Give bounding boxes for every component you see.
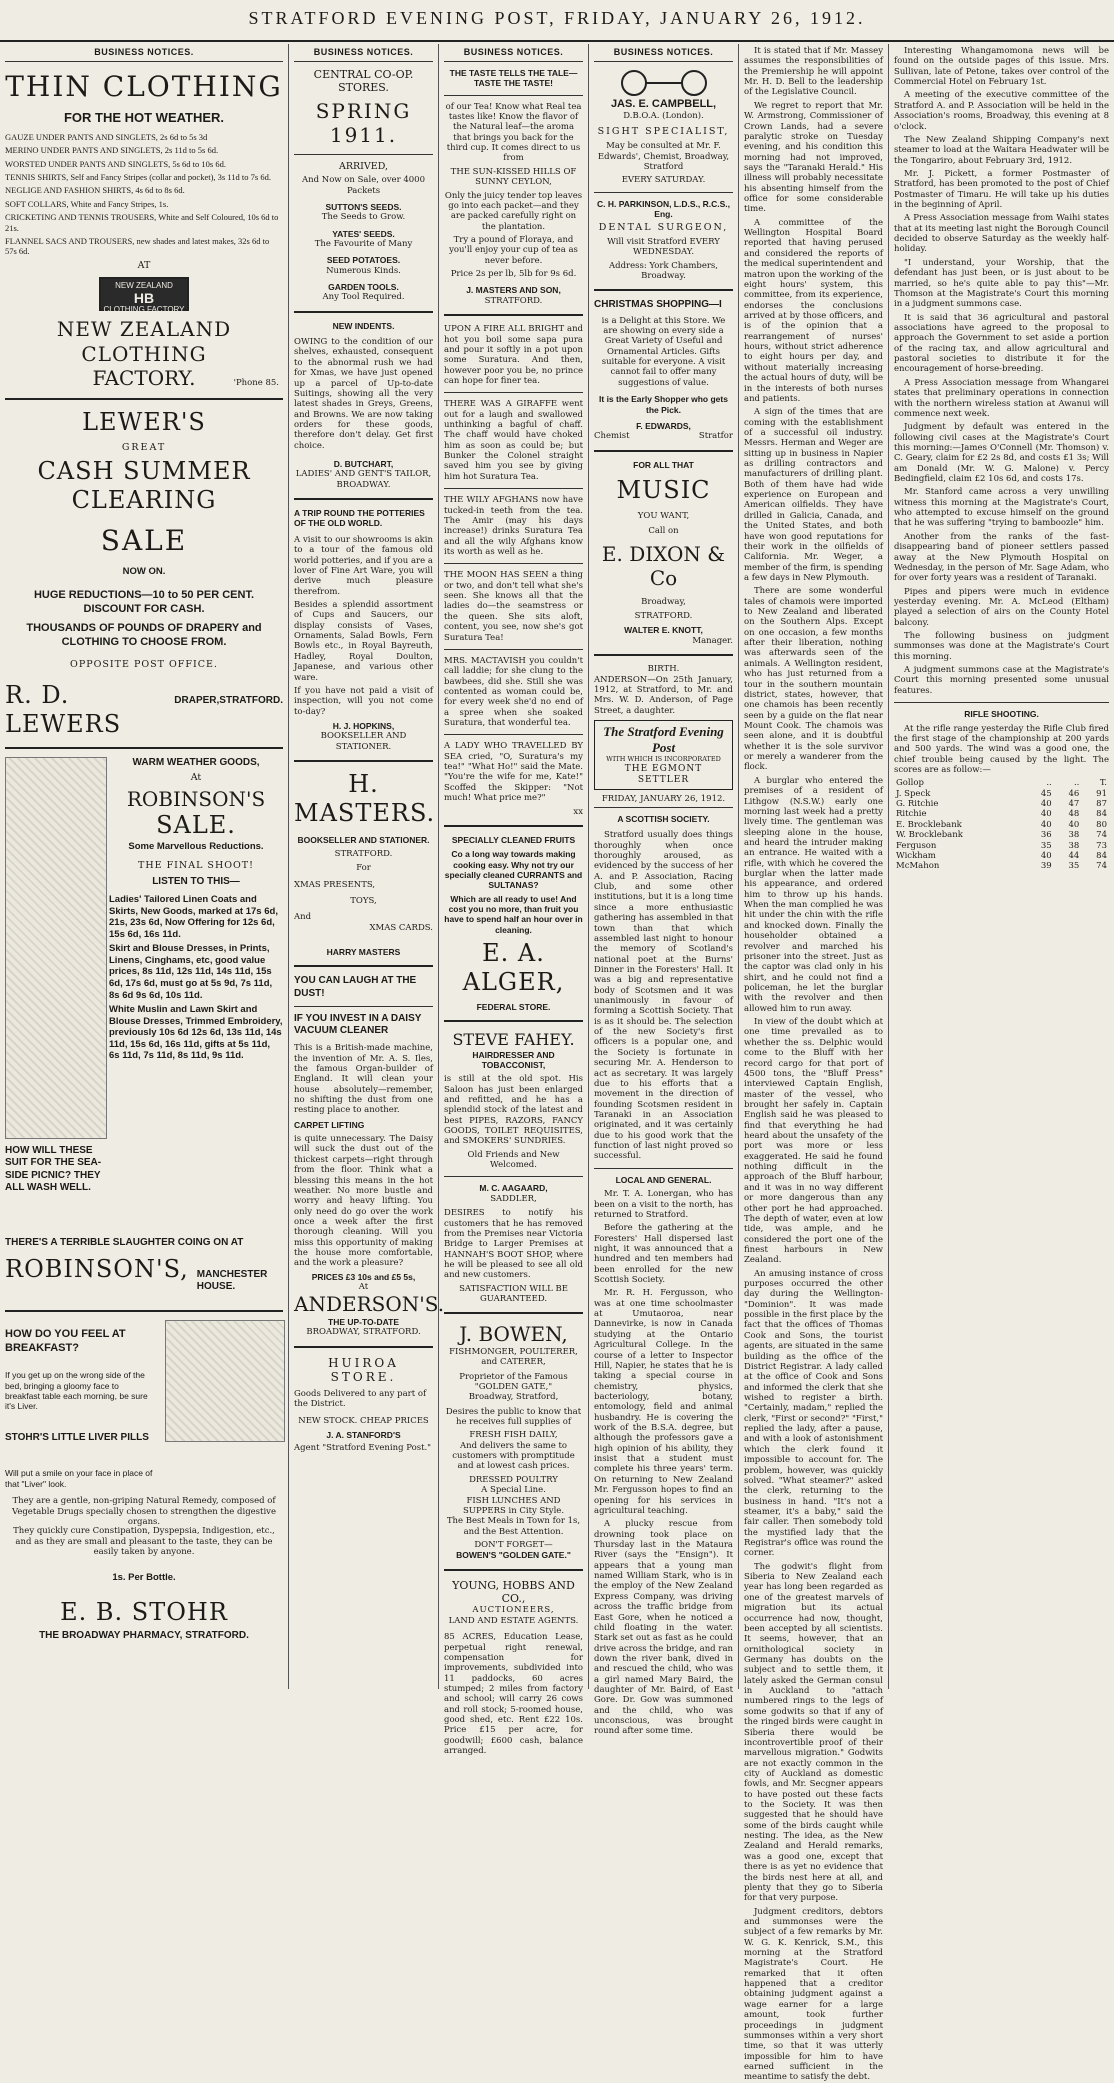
new-stock: NEW STOCK. CHEAP PRICES: [298, 1415, 429, 1426]
table-row: [894, 778, 1109, 788]
news-paragraph: The following business on judgment summonses was done at the Magistrate's Court this morning.: [894, 631, 1109, 662]
bowen-sub: FISHMONGER, POULTERER, and CATERER,: [449, 1346, 578, 1368]
lewers-now-on: NOW ON.: [122, 565, 166, 577]
dental-surgeon: DENTAL SURGEON,: [598, 222, 729, 234]
table-cell: Ferguson: [896, 840, 937, 851]
table-cell: W. Brocklebank: [896, 830, 963, 841]
anderson-sub: THE UP-TO-DATE: [328, 1316, 399, 1327]
news-paragraph: It is said that 36 agricultural and pastoral associations have agreed to the proposal to approach the Government to set aside a portion of the racing tax, and allow agricultural and pastoral societies to distribute it for the encouragement of horse-breeding.: [894, 312, 1109, 375]
central-coop: CENTRAL CO-OP. STORES.: [313, 67, 414, 95]
table-cell: 73: [1096, 840, 1107, 851]
table-cell: J. Speck: [896, 788, 931, 799]
fahey-paragraph: is still at the old spot. His Saloon has just been enlarged and refitted, and he has a splendid stock of the latest and best PIPES, RAZORS, FANCY GOODS, TOILET REQUISITES, and SMOKERS' SUNDRIES.: [444, 1074, 583, 1147]
luncheons: FISH LUNCHES AND SUPPERS in City Style.: [462, 1495, 565, 1516]
news-paragraph: Mr. Stanford came across a very unwilling witness this morning at the Magistrate's Court, who attempted to excuse himself on the ground that he was suffering "trying to bamboozle" him.: [894, 487, 1109, 529]
butchart: D. BUTCHART,: [333, 459, 394, 470]
table-cell: 40: [1040, 819, 1052, 830]
bowen-p2: And delivers the same to customers with promptitude and at lowest cash prices.: [452, 1440, 575, 1472]
stohr-ad: [5, 1320, 283, 1650]
news-paragraph: Another from the ranks of the fast-disappearing band of pioneer settlers passed away at the New Plymouth Hospital on Wednesday, in the person of Mr. Sage Adam, who for over forty years was a resident of Taranaki.: [894, 531, 1109, 584]
table-row: [894, 851, 1109, 861]
scottish-paragraph: Stratford usually does things thoroughly when once thoroughly aroused, as evidenced by the success of her A. and P. Association, Racing Club, and some other institutions, but it is a long time since a more enthusiastic gathering has assembled in that town than that which assembled last night to honour the memory of Scotland's national poet at the Burns' Dinner in the Foresters' Hall. It was a big and representative body of Scotsmen and it was unanimously in favour of forming a Scottish Society. That is as it should be. The selection of the new Society's first officers is a popular one, and the Society is fortunate in securing Mr. A. Henderson to act as secretary. It was largely due to his efforts that a movement in the direction of founding Scotsmen resident in Taranaki in an Association originated, and it was certainly due to his good work that the function of last night proved so successful.: [594, 830, 733, 1162]
alger-sub: FEDERAL STORE.: [476, 1001, 551, 1012]
tea-stratford: STRATFORD.: [484, 295, 543, 306]
special-p2: Which are all ready to use! And cost you no more, than fruit you have to spend half an hour over in cleaning.: [444, 893, 583, 935]
dixon: E. DIXON & Co: [601, 541, 726, 591]
list-item: FLANNEL SACS AND TROUSERS, new shades and latest makes, 32s 6d to 57s 6d.: [5, 235, 270, 257]
giraffe-verse: THERE WAS A GIRAFFE went out for a laugh and swallowed unthinking a bagful of chaff. The chaff would have choked him as soon as could be; but Bunker the Colonel straight saved him you see by giving him hot Suratura Tea.: [444, 399, 583, 482]
paper-name: The Stratford Evening Post: [603, 723, 724, 755]
mactavish-verse: MRS. MACTAVISH you couldn't call laddie; for she clung to the bawbees, did she. Still she was contented as woman could be, for every week she'd no end of a spree when she soaked Suratura, that wonderful tea.: [444, 655, 583, 729]
spring-1911: SPRING 1911.: [315, 98, 412, 148]
table-cell: 84: [1096, 809, 1107, 820]
table-row: [894, 830, 1109, 840]
column-heading: BUSINESS NOTICES.: [5, 44, 283, 62]
stohr-p2: Will put a smile on your face in place of that "Liver" look.: [5, 1468, 153, 1489]
afghans-verse: THE WILY AFGHANS now have tucked-in teeth from the tea. The Amir (may his days increase!) drinks Suratura Tea and all the wily Afghans know its worth as well as he.: [444, 495, 583, 557]
table-row: [894, 809, 1109, 819]
nz-factory: FACTORY.: [92, 365, 196, 390]
table-cell: 46: [1068, 788, 1080, 799]
table-cell: 47: [1068, 799, 1080, 810]
masters-name: H. MASTERS.: [294, 770, 436, 828]
carpet-lifting: CARPET LIFTING: [294, 1119, 365, 1130]
trip-heading: A TRIP ROUND THE POTTERIES OF THE OLD WORLD.: [294, 508, 425, 529]
rob-warm: WARM WEATHER GOODS,: [132, 757, 260, 769]
aagaard: M. C. AAGAARD,: [479, 1183, 548, 1194]
column-heading: BUSINESS NOTICES.: [294, 44, 433, 62]
masters-sub: BOOKSELLER AND STATIONER.: [297, 834, 430, 845]
lewers-great: GREAT: [121, 441, 167, 453]
table-row: [894, 789, 1109, 799]
table-cell: 40: [1068, 819, 1080, 830]
seeds-grow: The Seeds to Grow.: [321, 212, 406, 223]
satisfaction: SATISFACTION WILL BE GUARANTEED.: [459, 1283, 568, 1305]
logo-text: NEW ZEALAND: [115, 281, 173, 291]
table-cell: 74: [1096, 830, 1107, 841]
moon-verse: THE MOON HAS SEEN a thing or two, and don't tell what she's seen. She knows all that the ladies do—the seamstress or the queen. She sits aloft, content, you see, now she's got Suratura Tea!: [444, 570, 583, 643]
tea-heading: THE TASTE TELLS THE TALE— TASTE THE TASTE!: [449, 67, 578, 89]
parkinson: C. H. PARKINSON, L.D.S., R.C.S., Eng.: [596, 198, 731, 220]
nz-phone: 'Phone 85.: [233, 377, 279, 388]
news-paragraph: A Press Association message from Waihi states that at its meeting last night the Borough Council decided to observe Saturday as the weekly half-holiday.: [894, 213, 1109, 255]
for-all-that: FOR ALL THAT: [633, 459, 694, 470]
seed-potatoes: SEED POTATOES.: [326, 255, 401, 266]
table-cell: 38: [1068, 840, 1080, 851]
local-heading: LOCAL AND GENERAL.: [615, 1174, 712, 1185]
table-cell: G. Ritchie: [896, 799, 939, 810]
poultry: DRESSED POULTRY: [469, 1474, 558, 1485]
man-illustration: [165, 1320, 285, 1442]
table-cell: T.: [1099, 778, 1107, 789]
factory-logo: [99, 277, 189, 315]
new-indents: NEW INDENTS.: [332, 320, 395, 331]
table-cell: 48: [1068, 809, 1080, 820]
bowen-cafe: BOWEN'S "GOLDEN GATE.": [456, 1550, 571, 1561]
table-row: [894, 841, 1109, 851]
fire-verse: UPON A FIRE ALL BRIGHT and hot you boil some sapa pura and pour it softly in a pot upon some Suratura. And then, however poor you be, no prince can hope for finer tea.: [444, 324, 583, 386]
spectacles-icon: [604, 68, 724, 98]
huiroa-paragraph: Goods Delivered to any part of the District.: [294, 1388, 427, 1410]
chemist: Chemist: [594, 431, 630, 442]
table-cell: E. Brocklebank: [896, 819, 962, 830]
tea-p4: Try a pound of Floraya, and you'll enjoy your cup of tea as never before.: [449, 235, 578, 266]
suttons: SUTTON'S SEEDS.: [325, 201, 402, 212]
column-1: [0, 44, 288, 1689]
list-item: MERINO UNDER PANTS AND SINGLETS, 2s 11d to 5s 6d.: [5, 145, 219, 156]
masthead: STRATFORD EVENING POST, FRIDAY, JANUARY 26, 1912.: [0, 0, 1114, 42]
bowen-prop: Proprietor of the Famous: [459, 1371, 568, 1382]
news-paragraph: It is stated that if Mr. Massey assumes the responsibilities of the Premiership he will appoint Mr. H. D. Bell to the leadership of the Legislative Council.: [744, 46, 883, 98]
lewers-reductions: HUGE REDUCTIONS—10 to 50 PER CENT. DISCOUNT FOR CASH.: [33, 589, 255, 615]
column-4: [589, 44, 738, 1737]
news-paragraph: A committee of the Wellington Hospital Board reported that having perused and considered the reports of the medical superintendent and matron upon the working of the eight hours' system, this committee, from its experience, endorses the conclusions arrived at by those officers, and is of the opinion that a rearrangement of nurses' hours, without strict adherence to eight hours per day, and without materially increasing the actual hours of duty, will be in the interests of both nurses and patients.: [744, 217, 883, 404]
rob-listen: LISTEN TO THIS—: [152, 875, 240, 887]
news-paragraph: Judgment creditors, debtors and summonses were the subject of a few remarks by Mr. W. G. K. Kenrick, S.M., this morning at the Stratford Magistrate's Court. He remarked that it often happened that a creditor obtaining judgment against a wage earner for a large amount, took further proceedings in judgment summonses within a very short time, so that it was utterly impossible for him to have earned sufficient in the meantime to satisfy the debt.: [744, 1906, 883, 2083]
bowen-p1: Desires the public to know that he receives full supplies of: [445, 1406, 582, 1427]
huiroa: HUIROA STORE.: [328, 1355, 399, 1385]
news-paragraph: Mr. J. Pickett, a former Postmaster of Stratford, has been promoted to the post of Chief Postmaster of Timaru. He will take up his duties in the beginning of April.: [894, 168, 1109, 211]
lady-mark: xx: [573, 806, 583, 817]
logo-text: HB: [133, 290, 155, 307]
xmas-cards: XMAS CARDS.: [369, 922, 433, 933]
rob-footer: ROBINSON'S,: [5, 1255, 189, 1284]
hopkins: H. J. HOPKINS,: [332, 720, 395, 731]
tea-p1: of our Tea! Know what Real tea tastes like! Know the flavor of the Natural leaf—the aroma that brings you back for the third cup. It comes direct to us from: [445, 101, 582, 164]
news-paragraph: There are some wonderful tales of chamois were imported to New Zealand and liberated on the Southern Alps. Except on one occasion, a few months after their liberation, nothing was afterwards seen of the animals. A Wellington resident, who has just returned from a tour in the southern mountain district, states, however, that one chamois has been recently seen by a guide on the flat near Mount Cook. The chamois was seen alone, and it is doubtful whether it is the sole survivor or merely a wanderer from the flock.: [744, 586, 883, 773]
trip-p3: If you have not paid a visit of inspection, will you not come to-day?: [294, 685, 433, 717]
stohr-title: STOHR'S LITTLE LIVER PILLS: [5, 1432, 149, 1444]
invest-paragraph: This is a British-made machine, the invention of Mr. A. S. Iles, the famous Organ-builder of England. It will clean your house absolutely—remember, no shifting the dust from one resting place to another.: [294, 1043, 433, 1116]
rob-at: At: [190, 772, 202, 784]
logo-text: CLOTHING FACTORY: [103, 305, 185, 315]
paper-date: FRIDAY, JANUARY 26, 1912.: [594, 794, 733, 808]
special-line: A Special Line.: [481, 1485, 546, 1496]
fahey-sub: HAIRDRESSER AND TOBACCONIST,: [472, 1049, 555, 1070]
rob-slaughter: THERE'S A TERRIBLE SLAUGHTER COING ON AT: [5, 1237, 244, 1249]
stohr-p3: They are a gentle, non-griping Natural Remedy, composed of Vegetable Drugs specially chosen to strengthen the digestive organs.: [11, 1496, 277, 1527]
lewers-sig: R. D. LEWERS: [5, 680, 122, 738]
christmas-shopping: CHRISTMAS SHOPPING—I: [594, 299, 722, 311]
rob-how: HOW WILL THESE SUIT FOR THE SEA-SIDE PICNIC? THEY ALL WASH WELL.: [5, 1145, 102, 1193]
aagaard-paragraph: DESIRES to notify his customers that he has removed from the Premises near Victoria Bridge to Larger Premises at HANNAH'S BOOT SHOP, where he will be pleased to see all old and new customers.: [444, 1208, 583, 1281]
news-paragraph: Pipes and pipers were much in evidence yesterday evening. Mr. A. McLeod (Eltham) played a selection of airs on the County Hotel balcony.: [894, 586, 1109, 628]
meals: The Best Meals in Town for 1s, and the Best Attention.: [446, 1516, 581, 1537]
stohr-pharmacy: THE BROADWAY PHARMACY, STRATFORD.: [39, 1630, 249, 1642]
stohr-p1: If you get up on the wrong side of the bed, bringing a gloomy face to breakfast table each morning, be sure it's Liver.: [5, 1370, 148, 1412]
rob-reductions: Some Marvellous Reductions.: [128, 840, 264, 852]
invest: IF YOU INVEST IN A DAISY VACUUM CLEANER: [294, 1012, 422, 1036]
thin-clothing-title: THIN CLOTHING: [5, 69, 283, 103]
list-item: SOFT COLLARS, White and Fancy Stripes, 1s.: [5, 198, 169, 209]
table-cell: ..: [1073, 778, 1080, 789]
table-row: [894, 861, 1109, 871]
news-paragraph: In view of the doubt which at one time prevailed as to whether the ss. Delphic would come to the Bluff with her record cargo for that port of 4500 tons, the "Bluff Press" interviewed Captain English, master of the vessel, who brought her safely in. Captain English said he was pleased to find that everything he had heard about the unsafety of the port was more or less exaggerated. He said he found nothing difficult in the approach of the Bluff harbour, and it was in no way different or more dangerous than any other port he had approached. The depth of water, even at low tide, was ample, and he considered the port one of the finest harbours in New Zealand.: [744, 1017, 883, 1266]
masters-stratford: STRATFORD.: [334, 848, 393, 859]
manager: Manager.: [692, 635, 733, 646]
stohr-p4: They quickly cure Constipation, Dyspepsia, Indigestion, etc., and as they are small and pleasant to the taste, they can be easily taken by anyone.: [13, 1526, 275, 1557]
table-cell: 44: [1068, 850, 1080, 861]
tea-price: Price 2s per lb, 5lb for 9s 6d.: [450, 269, 577, 280]
column-heading: BUSINESS NOTICES.: [444, 44, 583, 62]
score-table: [894, 778, 1109, 871]
butchart-sub: LADIES' AND GENT'S TAILOR,: [295, 469, 432, 480]
news-paragraph: We regret to report that Mr. W. Armstrong, Commissioner of Crown Lands, had a severe paralytic stroke on Tuesday evening, and his condition this morning had not improved, says the "Taranaki Herald." His illness will probably necessitate his absenting himself from the office for some considerable time.: [744, 100, 883, 215]
table-cell: Gollop: [896, 778, 924, 789]
stanford: J. A. STANFORD'S: [326, 1429, 401, 1440]
at: At: [358, 1282, 369, 1293]
table-cell: 40: [1040, 799, 1052, 810]
owing-paragraph: OWING to the condition of our shelves, exhausted, consequent to the abnormal rush we had for Xmas, we have just opened up a parcel of Up-to-date Suitings, showing all the very latest shades in Greys, Greens, and Browns. We are now taking orders for these goods, therefore don't delay. Get first choice.: [294, 337, 433, 451]
news-paragraph: A Press Association message from Whangarei states that preliminary operations in connection with the northern wireless station at Awanui will commence next week.: [894, 377, 1109, 419]
lewers-thousands: THOUSANDS OF POUNDS OF DRAPERY and CLOTHING TO CHOOSE FROM.: [26, 622, 262, 648]
saddler: SADDLER,: [490, 1193, 537, 1204]
robinsons-text: [109, 757, 283, 1065]
paper-nameplate: [594, 720, 733, 790]
for: For: [356, 863, 371, 874]
trip-p1: A visit to our showrooms is akin to a tour of the famous old world potteries, and if you are a lover of Fine Art Ware, you will derive much pleasure therefrom.: [294, 534, 433, 597]
local-paragraph: Mr. T. A. Lonergan, who has been on a visit to the north, has returned to Stratford.: [594, 1189, 733, 1220]
dixon-stratford: STRATFORD.: [634, 611, 693, 622]
table-cell: 39: [1040, 861, 1052, 872]
harry-masters: HARRY MASTERS: [326, 947, 401, 958]
table-cell: 74: [1096, 861, 1107, 872]
address: Address: York Chambers, Broadway.: [608, 260, 718, 282]
stratford-abbr: Stratfor: [698, 431, 733, 442]
rob-paragraph: Ladies' Tailored Linen Coats and Skirts, New Goods, marked at 17s 6d, 21s, 23s 6d, Now Offering for 12s 6d, 15s 6d, 16s 11d.: [109, 893, 278, 940]
table-cell: 45: [1040, 788, 1052, 799]
local-paragraph: Before the gathering at the Foresters' Hall dispersed last night, it was announced that a hundred and ten members had been enrolled for the new Scottish Society.: [594, 1223, 733, 1286]
egmont-settler: THE EGMONT SETTLER: [624, 763, 703, 785]
fahey: STEVE FAHEY.: [452, 1030, 575, 1050]
garden-tools: GARDEN TOOLS.: [328, 282, 399, 293]
column-heading: BUSINESS NOTICES.: [594, 44, 733, 62]
hopkins-sub: BOOKSELLER AND STATIONER.: [320, 731, 407, 752]
table-cell: McMahon: [896, 861, 940, 872]
news-paragraph: A judgment summons case at the Magistrate's Court this morning presented some unusual features.: [894, 665, 1109, 696]
rob-sale: SALE.: [156, 811, 236, 840]
table-cell: 40: [1040, 809, 1052, 820]
table-cell: 35: [1040, 840, 1052, 851]
forget: DON'T FORGET—: [474, 1539, 553, 1550]
prices: PRICES £3 10s and £5 5s,: [311, 1271, 416, 1282]
list-item: WORSTED UNDER PANTS AND SINGLETS, 5s 6d to 10s 6d.: [5, 158, 226, 169]
on-sale: And Now on Sale, over 4000 Packets: [302, 175, 425, 196]
lewers-clearing: CASH SUMMER CLEARING: [37, 457, 251, 515]
news-paragraph: The godwit's flight from Siberia to New Zealand each year has long been regarded as one of the greatest marvels of migration but its actual occurrence had now, thought, been accepted by all scientists. It seems, however, that an ornithological society in Germany has doubts on the subject and to settle them, it lately asked the German consul in Auckland to "attach numbered rings to the legs of some godwits so that if any of the ringed birds were caught in Siberia there would be incontrovertible proof of their marvellous migration." Godwits are not exactly common in the city of Auckland as domestic fowls, and Mr. Secgner appears to have posted out these facts to the Society. It was then suggested that he should have some of the birds caught while nesting. The idea, as the New Zealand and Herald remarks, was a good one, except that there is as yet no evidence that the birds nest here at all, and plenty that they go to Siberia for that very purpose.: [744, 1561, 883, 1904]
numerous: Numerous Kinds.: [326, 265, 401, 276]
knott: WALTER E. KNOTT,: [624, 625, 703, 636]
stohr-how: HOW DO YOU FEEL AT BREAKFAST?: [5, 1328, 126, 1354]
thin-at: AT: [137, 259, 151, 271]
you-want: YOU WANT,: [637, 511, 690, 522]
every-saturday: EVERY SATURDAY.: [621, 175, 706, 186]
scottish-heading: A SCOTTISH SOCIETY.: [617, 813, 710, 824]
rob-footer-line: [5, 1255, 283, 1293]
rob-final: THE FINAL SHOOT!: [138, 860, 254, 872]
bowen: J. BOWEN,: [459, 1322, 568, 1347]
sight-specialist: SIGHT SPECIALIST,: [597, 125, 730, 137]
column-2: [289, 44, 445, 1689]
yates: YATES' SEEDS.: [332, 228, 395, 239]
arrived: ARRIVED,: [338, 160, 388, 172]
table-cell: ..: [1046, 778, 1052, 789]
broadway: BROADWAY.: [336, 479, 391, 490]
land-agents: LAND AND ESTATE AGENTS.: [448, 1615, 579, 1626]
bowen-address: Broadway, Stratford,: [468, 1392, 559, 1403]
anderson: ANDERSON'S.: [294, 1292, 445, 1317]
edwards-line: [594, 431, 733, 441]
rob-house: MANCHESTER HOUSE.: [196, 1269, 268, 1293]
rifle-paragraph: At the rifle range yesterday the Rifle Club fired the first stage of the championship at 200 yards and 500 yards. The wind was a good one, the chief trouble being caused by the light. The scores are as follow:—: [894, 723, 1109, 775]
nz-clothing-name: NEW ZEALAND CLOTHING: [56, 317, 232, 366]
tea-p3: Only the juicy tender top leaves go into each packet—and they are packed carefully right on the plantation.: [444, 190, 583, 232]
favourite: The Favourite of Many: [314, 238, 413, 249]
table-cell: 87: [1096, 799, 1107, 810]
birth-heading: BIRTH.: [647, 664, 680, 675]
anderson-stratford: BROADWAY, STRATFORD.: [306, 1327, 421, 1338]
acres-paragraph: 85 ACRES, Education Lease, perpetual right renewal, compensation for improvements, subdivided into 11 paddocks, 60 acres stumped; 2 miles from factory and school; will carry 26 cows and roll stock; 5-roomed house, good shed, etc. Rent £22 10s. Price £15 per acre, for goodwill; £600 cash, balance arranged.: [444, 1632, 583, 1757]
tea-p2: THE SUN-KISSED HILLS OF SUNNY CEYLON,: [450, 166, 577, 188]
news-paragraph: "I understand, your Worship, that the defendant has just been, or is just about to be married, so he's quite able to pay this"—Mr. Thomson at the Magistrate's Court this morning in a judgment summons case.: [894, 257, 1109, 310]
early-shopper: It is the Early Shopper who gets the Pick.: [599, 394, 728, 415]
list-item: GAUZE UNDER PANTS AND SINGLETS, 2s 6d to 5s 3d: [5, 131, 208, 142]
column-5: [739, 44, 888, 2083]
table-cell: 84: [1096, 850, 1107, 861]
fresh-fish: FRESH FISH DAILY,: [469, 1430, 558, 1441]
news-paragraph: A meeting of the executive committee of the Stratford A. and P. Association will be held in the Association's rooms, Broadway, this evening at 8 o'clock.: [894, 90, 1109, 132]
thin-clothing-list: [5, 132, 283, 257]
music: MUSIC: [616, 475, 711, 504]
table-row: [894, 799, 1109, 809]
any-tool: Any Tool Required.: [322, 292, 405, 303]
lady-verse: A LADY WHO TRAVELLED BY SEA cried, "O, Suratura's my tea!" "What Ho!" said the Mate. "You're the wife for me, Kate!" Scoffed the Skipper: "Not much! What price me?": [444, 741, 583, 804]
edwards: F. EDWARDS,: [636, 420, 691, 431]
local-paragraph: Mr. R. H. Fergusson, who was at one time schoolmaster at Umutaoroa, near Dannevirke, is now in Canada studying at the Ontario Agricultural College. In the course of a letter to Inspector Hill, Napier, he states that he is taking a special course in chemistry, physics, bacteriology, botany, entomology, field and animal husbandry. He is covering the work of the B.S.A. degree, but although the professors gave a high opinion of his ability, they insist that a student must complete his three years' term. On returning to New Zealand Mr. Fergusson hopes to find an opening for his services in agricultural teaching.: [594, 1288, 733, 1516]
list-item: CRICKETING AND TENNIS TROUSERS, White and Self Coloured, 10s 6d to 21s.: [5, 212, 279, 233]
list-item: TENNIS SHIRTS, Self and Fancy Stripes (collar and pocket), 3s 11d to 7s 6d.: [5, 172, 271, 183]
rifle-heading: RIFLE SHOOTING.: [964, 709, 1039, 720]
table-cell: Wickham: [896, 850, 936, 861]
column-3: [439, 44, 588, 1757]
toys: TOYS,: [350, 896, 377, 906]
news-paragraph: Judgment by default was entered in the following civil cases at the Magistrate's Court this morning:—James O'Connell (Mr. Thomson) v. C. Geary, claim for £2 2s 8d, and costs £1 3s; Will am Donald (Mr. W. G. Malone) v. Percy Bedingfield, claim £2 10s 6d, and costs 17s.: [894, 422, 1109, 485]
incorporated: WITH WHICH IS INCORPORATED: [606, 754, 721, 763]
table-cell: 91: [1096, 788, 1107, 799]
lady-illustration: [5, 757, 107, 1139]
stohr-price: 1s. Per Bottle.: [112, 1572, 176, 1584]
dental-paragraph: Will visit Stratford EVERY WEDNESDAY.: [607, 237, 720, 258]
lewers-opposite: OPPOSITE POST OFFICE.: [70, 659, 218, 671]
table-cell: 80: [1096, 819, 1107, 830]
golden-gate: "GOLDEN GATE,": [474, 1381, 553, 1392]
news-paragraph: The New Zealand Shipping Company's next steamer to load at the Waitara Headwater will be the Tongariro, about February 3rd, 1912.: [894, 134, 1109, 166]
campbell-degree: D.B.O.A. (London).: [623, 111, 704, 122]
lewers-signature: [5, 681, 283, 740]
christmas-paragraph: is a Delight at this Store. We are showing on every side a Great Variety of Useful and Ornamental Articles. Gifts suitable for everyone. A visit cannot fail to offer many suggestions of value.: [601, 315, 726, 388]
campbell-paragraph: May be consulted at Mr. F. Edwards', Chemist, Broadway, Stratford: [597, 141, 730, 173]
news-paragraph: A burglar who entered the premises of a resident of Lithgow (N.S.W.) early one morning last week had a pretty lively time. The gentleman was sleeping alone in the house, and heard the intruder making an entrance. He waited with a rifle, with which he covered the burglar when the latter made his appearance, and ordered him to throw up his hands. When the man complied he was hit under the chin with the rifle and knocked down. Finally the householder obtained a revolver and marched his prisoner into the street. Just as the captor was clad only in his shirt, and he could not find a policeman, he let the burglar with the revolver and then allowed him to run away.: [744, 775, 883, 1014]
masters-son: J. MASTERS AND SON,: [466, 285, 561, 296]
news-paragraph: Interesting Whangamomona news will be found on the outside pages of this issue. Mrs. Sullivan, late of Petone, takes over control of the Commercial Hotel on February 1st.: [894, 46, 1109, 88]
auctioneers: AUCTIONEERS,: [472, 1605, 555, 1616]
column-6: [889, 44, 1114, 1689]
stohr-sig: E. B. STOHR: [60, 1598, 228, 1627]
lewers-stratford: STRATFORD.: [219, 694, 283, 706]
lewers-name: LEWER'S: [82, 408, 206, 437]
table-cell: 35: [1068, 861, 1080, 872]
alger: E. A. ALGER,: [462, 939, 565, 997]
and: And: [294, 912, 312, 923]
thin-clothing-subtitle: FOR THE HOT WEATHER.: [63, 110, 225, 126]
news-paragraph: An amusing instance of cross purposes occurred the other day during the Wellington-"Dominion". It was made possible in the first place by the fact that the offices of Thomas Cook and Sons, the tourist agents, are situated in the same building as the office of the District Registrar. A lady called at the office of Cook and Sons and informed the clerk that she wished to register a birth. "Certainly, madam," replied the clerk, "First or second?" "First," replied the lady, after a pause, and with a look of astonishment which the clerk found it impossible to account for. The problem, however, was quickly solved. "What steamer?" asked the clerk, returning to the business in hand. "It's not a steamer, it's a baby," said the fair caller. Then somebody told the mystified lady that the Registrar's office was round the corner.: [744, 1268, 883, 1559]
xmas-presents: XMAS PRESENTS,: [294, 879, 376, 890]
rob-name: ROBINSON'S: [126, 786, 266, 811]
lewers-sale: SALE: [100, 523, 188, 557]
campbell: JAS. E. CAMPBELL,: [610, 97, 717, 110]
birth-paragraph: ANDERSON—On 25th January, 1912, at Stratford, to Mr. and Mrs. W. D. Anderson, of Page Street, a daughter.: [594, 674, 733, 716]
rob-paragraph: White Muslin and Lawn Skirt and Blouse Dresses, Trimmed Embroidery, previously 10s 6d 12s 6d, 13s 11d, 14s 11d, 15s 6d, 16s 11d, gifts at 5s 11d, 6s 11d, 7s 11d, 8s 11d, 9s 11d.: [109, 1004, 283, 1062]
rob-paragraph: Skirt and Blouse Dresses, in Prints, Linens, Cinghams, etc, good value prices, 8s 11d, 12s 11d, 14s 11d, 15s 6d, 17s 6d, must go at 5s 9d, 7s 11d, 8s 6d 9s 6d, 10s 11d.: [109, 943, 273, 1001]
laugh: YOU CAN LAUGH AT THE DUST!: [294, 975, 417, 999]
young-hobbs: YOUNG, HOBBS AND CO.,: [452, 1578, 575, 1606]
table-cell: 40: [1040, 850, 1052, 861]
call-on: Call on: [648, 525, 679, 536]
special-fruits: SPECIALLY CLEANED FRUITS: [451, 834, 576, 845]
list-item: NEGLIGE AND FASHION SHIRTS, 4s 6d to 8s 6d.: [5, 185, 185, 196]
agent: Agent "Stratford Evening Post.": [294, 1443, 432, 1454]
trip-p2: Besides a splendid assortment of Cups and Saucers, our display consists of Vases, Ornaments, Salad Bowls, Fern Bowls etc., in Royal Bayreuth, Hadley, Royal Doulton, Japanese, and various other ware.: [294, 600, 433, 683]
table-cell: Ritchie: [896, 809, 927, 820]
news-paragraph: A sign of the times that are coming with the establishment of a successful oil industry. Messrs. Herman and Weger are sitting up in business in Napier as drilling contractors and manufacturers of drilling plant. Both of them have had wide experience on European and American oilfields. They have drilled in Galicia, Canada, and the United States, and both have won good reputations for their work in the oilfields of California. Mr. Weger, a member of the firm, is spending a few days in New Plymouth.: [744, 407, 883, 583]
table-cell: 38: [1068, 830, 1080, 841]
lewers-draper: DRAPER,: [174, 694, 220, 706]
dixon-address: Broadway,: [641, 596, 686, 607]
local-paragraph: A plucky rescue from drowning took place on Thursday last in the Mataura River (says the "Ensign"). It appears that a young man named William Stark, who is in the employ of the New Zealand Express Company, was driving across the traffic bridge from East Gore, when he noticed a child floating in the water. Stark set out as fast as he could drive across the bridge, and ran down the river bank, dived in and rescued the child, who was a girl named Mary Baird, the daughter of Mr. Baird, of East Gore. Dr. Gow was summoned and the child, who was unconscious, was brought round after some time.: [594, 1519, 733, 1737]
table-row: [894, 820, 1109, 830]
carpet-paragraph: is quite unnecessary. The Daisy will suck the dust out of the thickest carpets—right through from the floor. Think what a blessing this means in the hot weather. No more bustle and worry and heavy lifting. You only need do go over the work once a week after the first thorough cleaning. Will you miss this opportunity of making the house more comfortable, and the work a pleasure?: [294, 1134, 433, 1269]
fahey-old: Old Friends and New Welcomed.: [467, 1149, 560, 1171]
robinsons-ad: [5, 757, 283, 1302]
table-cell: 36: [1040, 830, 1052, 841]
special-p: Co a long way towards making cooking easy. Why not try our specially cleaned CURRANTS and SULTANAS?: [444, 849, 583, 891]
nz-factory-line: [5, 366, 283, 390]
